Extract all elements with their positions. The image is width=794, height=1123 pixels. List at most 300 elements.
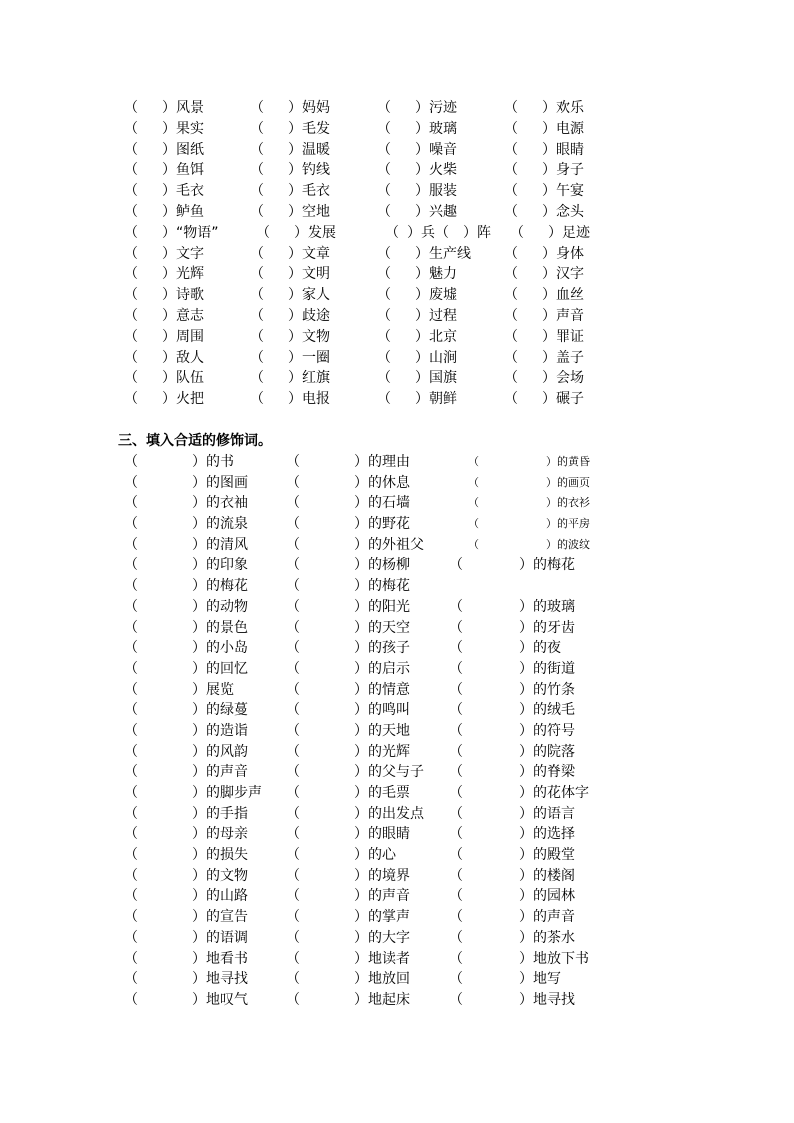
- phrase-word: 的风韵: [206, 743, 248, 760]
- blank-paren[interactable]: （: [377, 287, 391, 304]
- blank-paren[interactable]: （: [449, 640, 463, 657]
- noun-word: 欢乐: [556, 100, 584, 116]
- close-paren: ）: [354, 847, 368, 864]
- blank-paren[interactable]: （: [377, 391, 391, 408]
- fill-blank-item: [124, 264, 204, 285]
- close-paren: ）: [519, 660, 533, 677]
- fill-blank-item: [124, 98, 204, 119]
- close-paren: ）: [519, 722, 533, 739]
- fill-blank-item: [449, 928, 575, 949]
- close-paren: ）: [415, 120, 429, 137]
- measure-word-table: [124, 98, 604, 410]
- close-paren: ）: [288, 183, 302, 200]
- close-paren: ）: [354, 971, 368, 988]
- blank-paren[interactable]: （: [377, 328, 391, 345]
- fill-blank-item: [124, 576, 248, 597]
- blank-paren[interactable]: （: [449, 764, 463, 781]
- fill-blank-item: [286, 597, 410, 618]
- blank-paren[interactable]: （: [377, 203, 391, 220]
- fill-blank-item: [449, 597, 575, 618]
- noun-word: 生产线: [429, 245, 471, 262]
- fill-blank-item: [449, 886, 575, 907]
- close-paren: ）: [519, 971, 533, 988]
- close-paren: ）: [162, 224, 176, 241]
- blank-paren[interactable]: （: [286, 971, 300, 988]
- blank-paren[interactable]: （: [468, 496, 479, 510]
- blank-paren[interactable]: （: [124, 141, 138, 158]
- table-row: [124, 555, 604, 576]
- blank-paren[interactable]: （: [124, 266, 138, 283]
- blank-paren[interactable]: （: [250, 203, 264, 220]
- blank-paren[interactable]: （: [124, 805, 138, 822]
- blank-paren[interactable]: （: [124, 764, 138, 781]
- noun-word: 毛衣: [176, 183, 204, 200]
- fill-blank-item: [449, 804, 575, 825]
- blank-paren[interactable]: （: [385, 224, 399, 241]
- blank-paren[interactable]: （: [504, 307, 518, 324]
- fill-blank-item: [504, 140, 584, 161]
- blank-paren[interactable]: （: [377, 307, 391, 324]
- blank-paren[interactable]: （: [124, 224, 138, 241]
- phrase-word: 的绒毛: [533, 702, 575, 719]
- phrase-word: 的殿堂: [533, 847, 575, 864]
- blank-paren[interactable]: （: [449, 929, 463, 946]
- blank-paren[interactable]: （: [449, 702, 463, 719]
- fill-blank-item: [449, 969, 561, 990]
- fill-blank-item: [124, 223, 219, 244]
- noun-word: 魅力: [429, 266, 457, 283]
- blank-paren[interactable]: （: [286, 660, 300, 677]
- table-row: [124, 762, 604, 783]
- noun-word: 山涧: [429, 349, 457, 366]
- table-row: [124, 597, 604, 618]
- blank-paren[interactable]: （: [504, 245, 518, 262]
- noun-word: 果实: [176, 120, 204, 137]
- noun-word: 毛衣: [302, 183, 330, 200]
- table-row: [124, 98, 604, 119]
- table-row: [124, 907, 604, 928]
- blank-paren[interactable]: （: [124, 516, 138, 533]
- blank-paren[interactable]: （: [449, 660, 463, 677]
- blank-paren[interactable]: （: [124, 867, 138, 884]
- blank-paren[interactable]: （: [449, 847, 463, 864]
- fill-blank-item: [124, 659, 248, 680]
- blank-paren[interactable]: （: [124, 370, 138, 387]
- phrase-word: 的画页: [557, 475, 590, 489]
- blank-paren[interactable]: （: [124, 203, 138, 220]
- fill-blank-item: [449, 618, 575, 639]
- blank-paren[interactable]: （: [504, 141, 518, 158]
- fill-blank-item: [124, 928, 248, 949]
- fill-blank-item: [468, 493, 590, 514]
- phrase-word: 的梅花: [206, 578, 248, 595]
- blank-paren[interactable]: （: [449, 971, 463, 988]
- blank-paren[interactable]: （: [449, 722, 463, 739]
- noun-word: 意志: [176, 307, 204, 324]
- blank-paren[interactable]: （: [124, 536, 138, 553]
- phrase-word: 的情意: [368, 681, 410, 698]
- blank-paren[interactable]: （: [124, 245, 138, 262]
- blank-paren[interactable]: （: [124, 702, 138, 719]
- blank-paren[interactable]: （: [124, 888, 138, 905]
- blank-paren[interactable]: （: [449, 950, 463, 967]
- blank-paren[interactable]: （: [124, 557, 138, 574]
- close-paren: ）: [354, 785, 368, 801]
- blank-paren[interactable]: （: [250, 162, 264, 179]
- fill-blank-item: [250, 389, 330, 410]
- phrase-word: 的出发点: [368, 805, 424, 822]
- close-paren: ）: [192, 847, 206, 864]
- fill-blank-item: [449, 700, 575, 721]
- phrase-word: 的声音: [533, 909, 575, 926]
- close-paren: ）: [415, 287, 429, 304]
- fill-blank-item: [504, 368, 584, 389]
- blank-paren[interactable]: （: [504, 120, 518, 137]
- phrase-word: 的毛票: [368, 785, 410, 801]
- blank-paren[interactable]: （: [504, 100, 518, 116]
- fill-blank-item: [286, 700, 410, 721]
- noun-word: 妈妈: [302, 100, 330, 116]
- blank-paren[interactable]: （: [286, 929, 300, 946]
- noun-word: 毛发: [302, 120, 330, 137]
- noun-word: 污迹: [429, 100, 457, 116]
- blank-paren[interactable]: （: [286, 785, 300, 801]
- blank-paren[interactable]: （: [124, 120, 138, 137]
- blank-paren[interactable]: （: [510, 224, 524, 241]
- close-paren: ）: [192, 867, 206, 884]
- blank-paren[interactable]: （: [449, 557, 463, 574]
- blank-paren[interactable]: （: [449, 619, 463, 636]
- blank-paren[interactable]: （: [124, 162, 138, 179]
- fill-blank-item: [124, 742, 248, 763]
- fill-blank-item: [504, 202, 584, 223]
- modifier-table: [124, 452, 604, 1011]
- close-paren: ）: [354, 950, 368, 967]
- blank-paren[interactable]: （: [124, 495, 138, 512]
- fill-blank-item: [250, 264, 330, 285]
- blank-paren[interactable]: （: [124, 660, 138, 677]
- blank-paren[interactable]: （: [449, 785, 463, 801]
- fill-blank-item: [124, 493, 248, 514]
- blank-paren[interactable]: （: [449, 743, 463, 760]
- blank-paren[interactable]: （: [250, 349, 264, 366]
- noun-word: 风景: [176, 100, 204, 116]
- phrase-word: 的符号: [533, 722, 575, 739]
- blank-paren[interactable]: （: [250, 100, 264, 116]
- blank-paren[interactable]: （: [286, 681, 300, 698]
- close-paren: ）: [542, 183, 556, 200]
- blank-paren[interactable]: （: [377, 120, 391, 137]
- phrase-word: 的休息: [368, 474, 410, 491]
- fill-blank-item: [468, 514, 590, 535]
- noun-word: 过程: [429, 307, 457, 324]
- blank-paren[interactable]: （: [449, 805, 463, 822]
- blank-paren[interactable]: （: [504, 328, 518, 345]
- close-paren: ）: [354, 681, 368, 698]
- blank-paren[interactable]: （: [124, 681, 138, 698]
- blank-paren[interactable]: （: [124, 598, 138, 615]
- close-paren: ）: [192, 702, 206, 719]
- fill-blank-item: [286, 990, 410, 1011]
- blank-paren[interactable]: （: [286, 888, 300, 905]
- phrase-word: 的眼睛: [368, 826, 410, 843]
- fill-blank-item: [449, 783, 589, 804]
- phrase-word: 地寻找: [533, 991, 575, 1008]
- blank-paren[interactable]: （: [286, 640, 300, 657]
- fill-blank-item: [124, 389, 204, 410]
- noun-word: 会场: [556, 370, 584, 387]
- close-paren: ）: [546, 455, 557, 468]
- phrase-word: 的玻璃: [533, 598, 575, 615]
- blank-paren[interactable]: （: [124, 909, 138, 926]
- phrase-word: 的衣袖: [206, 495, 248, 512]
- close-paren: ）: [354, 909, 368, 926]
- blank-paren[interactable]: （: [286, 826, 300, 843]
- blank-paren[interactable]: （: [449, 826, 463, 843]
- phrase-word: 的石墙: [368, 495, 410, 512]
- blank-paren[interactable]: （: [504, 162, 518, 179]
- fill-blank-item: [124, 368, 204, 389]
- fill-blank-item: [124, 555, 248, 576]
- fill-blank-item: [286, 473, 410, 494]
- noun-word: 噪音: [429, 141, 457, 158]
- close-paren: ）: [192, 495, 206, 512]
- noun-word: 文章: [302, 245, 330, 262]
- blank-paren[interactable]: （: [377, 100, 391, 116]
- blank-paren[interactable]: （: [286, 722, 300, 739]
- fill-blank-item: [286, 762, 424, 783]
- fill-blank-item: [504, 181, 584, 202]
- blank-paren[interactable]: （: [504, 266, 518, 283]
- close-paren: ）: [288, 162, 302, 179]
- blank-paren[interactable]: （: [250, 120, 264, 137]
- blank-paren[interactable]: （: [504, 349, 518, 366]
- close-paren: ）: [354, 495, 368, 512]
- blank-paren[interactable]: （: [449, 681, 463, 698]
- blank-paren[interactable]: （: [504, 391, 518, 408]
- close-paren: ）: [288, 349, 302, 366]
- table-row: [124, 824, 604, 845]
- fill-blank-item: [124, 140, 204, 161]
- fill-blank-item: [504, 389, 584, 410]
- fill-blank-item: [286, 514, 410, 535]
- blank-paren[interactable]: （: [377, 183, 391, 200]
- blank-paren[interactable]: （: [250, 245, 264, 262]
- close-paren: ）: [354, 929, 368, 946]
- phrase-word: 的掌声: [368, 909, 410, 926]
- phrase-word: 的衣衫: [557, 496, 590, 510]
- blank-paren[interactable]: （: [286, 764, 300, 781]
- blank-paren[interactable]: （: [449, 867, 463, 884]
- blank-paren[interactable]: （: [286, 619, 300, 636]
- blank-paren[interactable]: （: [504, 183, 518, 200]
- blank-paren[interactable]: （: [124, 950, 138, 967]
- phrase-word: 的语调: [206, 929, 248, 946]
- noun-word: 一圈: [302, 349, 330, 366]
- blank-paren[interactable]: （: [286, 805, 300, 822]
- close-paren: ）: [354, 805, 368, 822]
- blank-paren[interactable]: （: [124, 743, 138, 760]
- blank-paren[interactable]: （: [468, 517, 479, 531]
- blank-paren[interactable]: （: [286, 847, 300, 864]
- close-paren: ）: [192, 619, 206, 636]
- fill-blank-item: [504, 244, 584, 265]
- blank-paren[interactable]: （: [504, 287, 518, 304]
- fill-blank-item: [124, 700, 248, 721]
- fill-blank-item: [286, 618, 410, 639]
- fill-blank-item: [286, 783, 410, 804]
- close-paren: ）: [415, 370, 429, 387]
- blank-paren[interactable]: （: [124, 722, 138, 739]
- blank-paren[interactable]: （: [377, 266, 391, 283]
- fill-blank-item: [124, 452, 234, 473]
- close-paren: ）: [162, 100, 176, 116]
- blank-paren[interactable]: （: [250, 307, 264, 324]
- close-paren: ）: [162, 266, 176, 283]
- noun-word: 图纸: [176, 141, 204, 158]
- noun-word: 声音: [556, 307, 584, 324]
- blank-paren[interactable]: （: [124, 991, 138, 1008]
- blank-paren[interactable]: （: [124, 183, 138, 200]
- blank-paren[interactable]: （: [286, 536, 300, 553]
- fill-blank-item: [124, 866, 248, 887]
- blank-paren[interactable]: （: [250, 183, 264, 200]
- noun-word: 念头: [556, 203, 584, 220]
- close-paren: ）: [542, 141, 556, 158]
- fill-blank-item: [449, 824, 575, 845]
- blank-paren[interactable]: （: [250, 370, 264, 387]
- blank-paren[interactable]: （: [449, 909, 463, 926]
- blank-paren[interactable]: （: [124, 391, 138, 408]
- blank-paren[interactable]: （: [256, 224, 270, 241]
- blank-paren[interactable]: （: [124, 640, 138, 657]
- blank-paren[interactable]: （: [124, 307, 138, 324]
- blank-paren[interactable]: （: [250, 141, 264, 158]
- close-paren: ）: [519, 785, 533, 801]
- close-paren: ）: [192, 722, 206, 739]
- fill-blank-item: [250, 348, 330, 369]
- blank-paren[interactable]: （: [286, 578, 300, 595]
- close-paren: ）: [519, 557, 533, 574]
- phrase-word: 的楼阁: [533, 867, 575, 884]
- blank-paren[interactable]: （: [377, 162, 391, 179]
- blank-paren[interactable]: （: [504, 370, 518, 387]
- blank-paren[interactable]: （: [286, 743, 300, 760]
- phrase-word: 的脊梁: [533, 764, 575, 781]
- blank-paren[interactable]: （: [124, 454, 138, 470]
- fill-blank-item: [377, 348, 457, 369]
- close-paren: ）: [354, 598, 368, 615]
- fill-blank-item: [124, 202, 204, 223]
- fill-blank-item: [124, 886, 248, 907]
- blank-paren[interactable]: （: [250, 266, 264, 283]
- phrase-word: 的夜: [533, 640, 561, 657]
- blank-paren[interactable]: （: [250, 287, 264, 304]
- close-paren: ）: [192, 929, 206, 946]
- blank-paren[interactable]: （: [286, 867, 300, 884]
- blank-paren[interactable]: （: [124, 100, 138, 116]
- blank-paren[interactable]: （: [377, 370, 391, 387]
- phrase-word: 的景色: [206, 619, 248, 636]
- noun-word: 北京: [429, 328, 457, 345]
- phrase-word: 的理由: [368, 454, 410, 470]
- phrase-word: 的动物: [206, 598, 248, 615]
- blank-paren[interactable]: （: [286, 909, 300, 926]
- blank-paren[interactable]: （: [449, 991, 463, 1008]
- noun-word: 盖子: [556, 349, 584, 366]
- phrase-word: 的选择: [533, 826, 575, 843]
- blank-paren[interactable]: （: [449, 598, 463, 615]
- close-paren: ）: [162, 203, 176, 220]
- noun-word: 兵（ ）阵: [421, 224, 491, 241]
- phrase-word: 的孩子: [368, 640, 410, 657]
- close-paren: ）: [192, 991, 206, 1008]
- table-row: [124, 493, 604, 514]
- noun-word: 温暖: [302, 141, 330, 158]
- close-paren: ）: [192, 764, 206, 781]
- blank-paren[interactable]: （: [286, 474, 300, 491]
- close-paren: ）: [354, 557, 368, 574]
- blank-paren[interactable]: （: [286, 702, 300, 719]
- fill-blank-item: [286, 680, 410, 701]
- fill-blank-item: [124, 244, 204, 265]
- blank-paren[interactable]: （: [124, 474, 138, 491]
- blank-paren[interactable]: （: [286, 557, 300, 574]
- blank-paren[interactable]: （: [124, 847, 138, 864]
- blank-paren[interactable]: （: [449, 888, 463, 905]
- blank-paren[interactable]: （: [377, 245, 391, 262]
- blank-paren[interactable]: （: [124, 826, 138, 843]
- noun-word: 电源: [556, 120, 584, 137]
- blank-paren[interactable]: （: [468, 455, 479, 468]
- blank-paren[interactable]: （: [286, 991, 300, 1008]
- blank-paren[interactable]: （: [124, 328, 138, 345]
- blank-paren[interactable]: （: [124, 349, 138, 366]
- phrase-word: 的平房: [557, 517, 590, 531]
- close-paren: ）: [546, 537, 557, 551]
- blank-paren[interactable]: （: [377, 349, 391, 366]
- fill-blank-item: [250, 285, 330, 306]
- close-paren: ）: [162, 349, 176, 366]
- blank-paren[interactable]: （: [286, 598, 300, 615]
- blank-paren[interactable]: （: [377, 141, 391, 158]
- blank-paren[interactable]: （: [250, 328, 264, 345]
- blank-paren[interactable]: （: [124, 971, 138, 988]
- fill-blank-item: [286, 452, 410, 473]
- blank-paren[interactable]: （: [468, 537, 479, 551]
- close-paren: ）: [354, 743, 368, 760]
- blank-paren[interactable]: （: [468, 475, 479, 489]
- blank-paren[interactable]: （: [124, 619, 138, 636]
- phrase-word: 地看书: [206, 950, 248, 967]
- close-paren: ）: [288, 287, 302, 304]
- blank-paren[interactable]: （: [124, 287, 138, 304]
- table-row: [124, 452, 604, 473]
- blank-paren[interactable]: （: [124, 785, 138, 801]
- table-row: [124, 804, 604, 825]
- blank-paren[interactable]: （: [286, 454, 300, 470]
- blank-paren[interactable]: （: [124, 578, 138, 595]
- fill-blank-item: [449, 866, 575, 887]
- blank-paren[interactable]: （: [286, 495, 300, 512]
- blank-paren[interactable]: （: [286, 516, 300, 533]
- blank-paren[interactable]: （: [286, 950, 300, 967]
- blank-paren[interactable]: （: [504, 203, 518, 220]
- blank-paren[interactable]: （: [250, 391, 264, 408]
- noun-word: 敌人: [176, 349, 204, 366]
- blank-paren[interactable]: （: [124, 929, 138, 946]
- close-paren: ）: [162, 370, 176, 387]
